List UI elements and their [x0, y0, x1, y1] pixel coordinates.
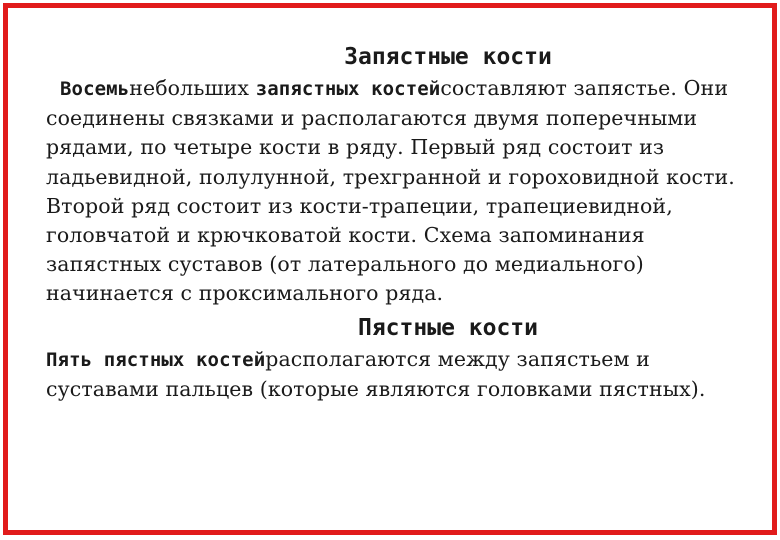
metacarpal-bold-lead: Пять пястных костей [46, 348, 266, 371]
metacarpal-paragraph [46, 345, 746, 404]
section-title-metacarpal: Пястные кости [357, 314, 538, 341]
slide-content [46, 40, 746, 404]
carpal-paragraph [46, 74, 746, 309]
slide-frame [3, 3, 777, 535]
carpal-text-a: небольших [129, 76, 256, 100]
section-title-carpal: Запястные кости [344, 44, 552, 70]
metacarpal-text: располагаются между запястьем и суставами пальцев (которые являются головками пястных). [46, 346, 706, 401]
carpal-bold-mid: запястных костей [255, 78, 441, 100]
carpal-text-b: составляют запястье. Они соединены связками и располагаются двумя поперечными рядами, по четыре кости в ряду. Первый ряд состоит из ладьевидной, полулунной, трехгранной и гороховидной кости. Второй ряд состоит из кости-трапеции, трапециевидной, головчатой и крючковатой кости. Схема запоминания запястных суставов (от латерального до медиального) начинается с проксимального ряда. [46, 76, 735, 306]
carpal-bold-lead: Восемь [60, 78, 130, 100]
